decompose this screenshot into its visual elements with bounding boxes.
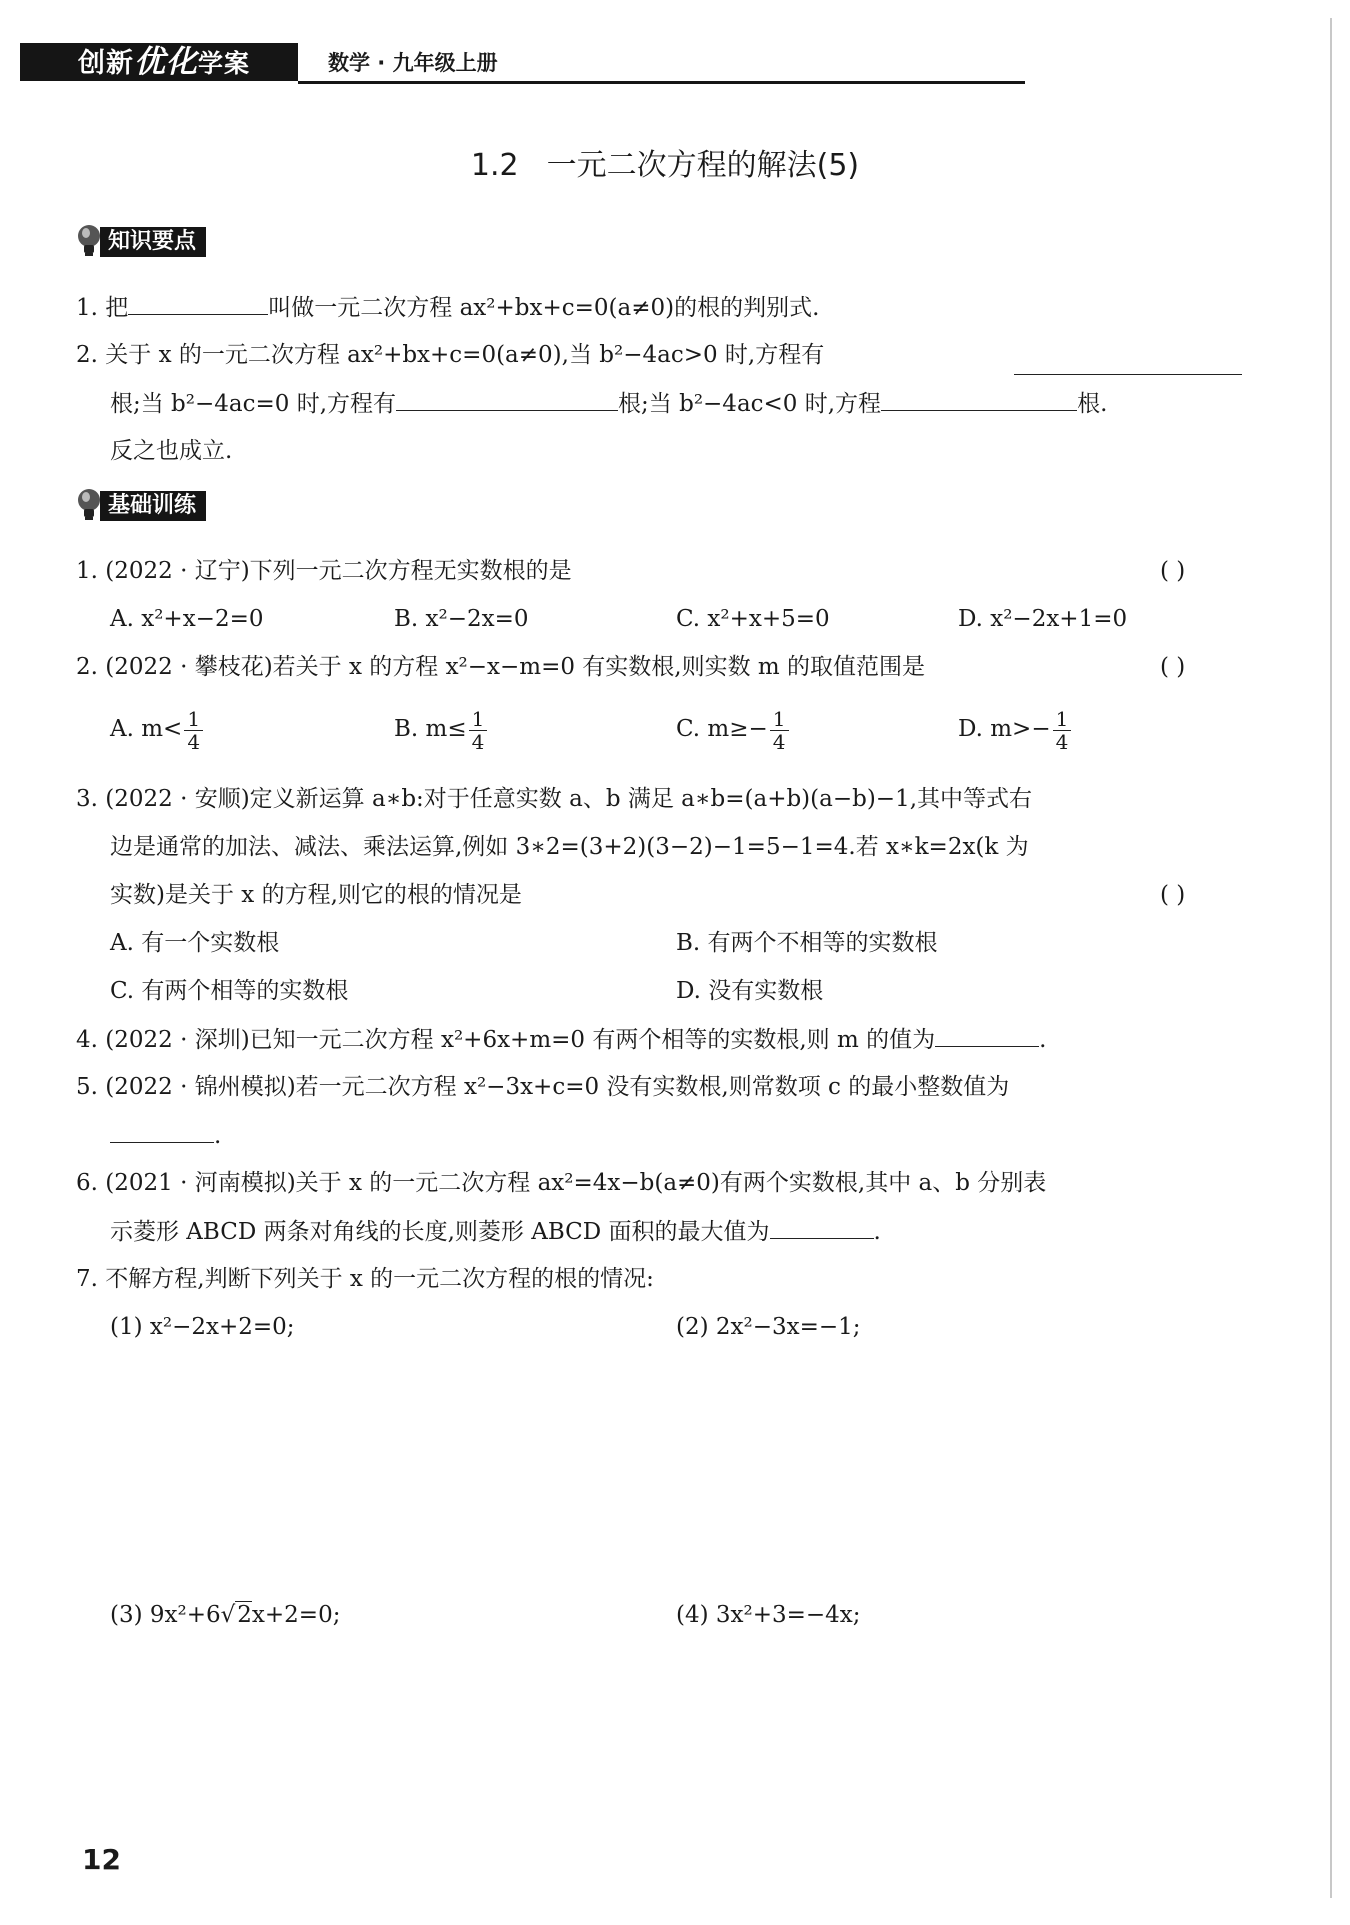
fraction-denominator: 4	[471, 729, 485, 754]
q3-option-a[interactable]: A. 有一个实数根	[110, 930, 280, 956]
knowledge-item-2-a: 根;当 b²−4ac=0 时,方程有	[110, 391, 397, 417]
fraction	[184, 708, 203, 753]
answer-paren[interactable]: ( )	[1160, 654, 1186, 680]
q7-3-radicand: 2	[237, 1602, 252, 1628]
q7-3-post: x+2=0;	[251, 1602, 341, 1628]
page-header	[20, 40, 1025, 85]
q1-option-c[interactable]: C. x²+x+5=0	[676, 606, 830, 632]
q2-option-c[interactable]	[676, 705, 789, 753]
lightbulb-icon	[76, 224, 102, 258]
q2-option-d-label: D. m>−	[958, 716, 1051, 742]
knowledge-item-2-text: 2. 关于 x 的一元二次方程 ax²+bx+c=0(a≠0),当 b²−4ac>0 时,方程有	[76, 342, 825, 368]
answer-paren[interactable]: ( )	[1160, 558, 1186, 584]
question-3-line-1: 3. (2022 · 安顺)定义新运算 a∗b:对于任意实数 a、b 满足 a∗b=(a+b)(a−b)−1,其中等式右	[76, 786, 1033, 812]
answer-blank[interactable]	[935, 1024, 1039, 1047]
answer-blank[interactable]	[770, 1216, 874, 1239]
header-rule	[298, 81, 1025, 84]
question-7-part-2: (2) 2x²−3x=−1;	[676, 1314, 861, 1340]
fraction	[770, 708, 789, 753]
question-6-text: 示菱形 ABCD 两条对角线的长度,则菱形 ABCD 面积的最大值为	[110, 1219, 770, 1245]
period: .	[1039, 1027, 1047, 1053]
question-1-stem: 1. (2022 · 辽宁)下列一元二次方程无实数根的是	[76, 558, 572, 584]
brand-logo	[20, 43, 298, 81]
fraction-numerator: 1	[1053, 708, 1072, 731]
q2-option-b-label: B. m≤	[394, 716, 467, 742]
fraction-numerator: 1	[184, 708, 203, 731]
knowledge-item-2-line-1	[76, 340, 824, 370]
question-7-part-4: (4) 3x²+3=−4x;	[676, 1602, 861, 1628]
q2-option-c-label: C. m≥−	[676, 716, 768, 742]
knowledge-item-2-line-2	[110, 388, 1107, 419]
q3-option-b[interactable]: B. 有两个不相等的实数根	[676, 930, 938, 956]
fraction-denominator: 4	[1055, 729, 1069, 754]
fraction-numerator: 1	[770, 708, 789, 731]
question-6-line-1: 6. (2021 · 河南模拟)关于 x 的一元二次方程 ax²=4x−b(a≠0)有两个实数根,其中 a、b 分别表	[76, 1170, 1047, 1196]
fraction	[469, 708, 488, 753]
knowledge-item-2-c: 根.	[1077, 391, 1108, 417]
brand-big: 优化	[134, 44, 198, 80]
lightbulb-icon	[76, 488, 102, 522]
knowledge-item-1-post: 叫做一元二次方程 ax²+bx+c=0(a≠0)的根的判别式.	[268, 295, 820, 321]
knowledge-item-1-pre: 1. 把	[76, 295, 129, 321]
question-7-stem: 7. 不解方程,判断下列关于 x 的一元二次方程的根的情况:	[76, 1266, 654, 1292]
brand-pre: 创新	[78, 48, 134, 79]
question-5-line-2	[110, 1120, 221, 1151]
subject-label: 数学 · 九年级上册	[328, 51, 498, 75]
q1-option-d[interactable]: D. x²−2x+1=0	[958, 606, 1128, 632]
answer-blank[interactable]	[396, 388, 618, 411]
answer-blank[interactable]	[110, 1120, 214, 1143]
question-3-line-3: 实数)是关于 x 的方程,则它的根的情况是	[110, 882, 522, 908]
question-7-part-3: (3) 9x²+6√2x+2=0;	[110, 1602, 341, 1628]
question-5-line-1: 5. (2022 · 锦州模拟)若一元二次方程 x²−3x+c=0 没有实数根,则常数项 c 的最小整数值为	[76, 1074, 1010, 1100]
q2-option-a-label: A. m<	[110, 716, 183, 742]
section-title: 一元二次方程的解法(5)	[546, 148, 860, 183]
question-7-part-1: (1) x²−2x+2=0;	[110, 1314, 295, 1340]
section-label-knowledge: 知识要点	[100, 227, 206, 257]
question-3-line-2: 边是通常的加法、减法、乘法运算,例如 3∗2=(3+2)(3−2)−1=5−1=4.若 x∗k=2x(k 为	[110, 834, 1029, 860]
q1-option-a[interactable]: A. x²+x−2=0	[110, 606, 264, 632]
question-2-stem: 2. (2022 · 攀枝花)若关于 x 的方程 x²−x−m=0 有实数根,则实数 m 的取值范围是	[76, 654, 926, 680]
question-4	[76, 1024, 1046, 1055]
page-title	[0, 140, 1330, 184]
fraction-denominator: 4	[772, 729, 786, 754]
question-4-text: 4. (2022 · 深圳)已知一元二次方程 x²+6x+m=0 有两个相等的实数根,则 m 的值为	[76, 1027, 936, 1053]
knowledge-item-2-line-3: 反之也成立.	[110, 438, 233, 464]
brand-post: 学案	[198, 49, 251, 78]
period: .	[214, 1123, 222, 1149]
section-label-training: 基础训练	[100, 491, 206, 521]
q2-option-a[interactable]	[110, 705, 203, 753]
period: .	[873, 1219, 881, 1245]
q1-option-b[interactable]: B. x²−2x=0	[394, 606, 529, 632]
knowledge-item-2-b: 根;当 b²−4ac<0 时,方程	[618, 391, 882, 417]
q3-option-d[interactable]: D. 没有实数根	[676, 978, 824, 1004]
q2-option-d[interactable]	[958, 705, 1071, 753]
q3-option-c[interactable]: C. 有两个相等的实数根	[110, 978, 349, 1004]
fraction	[1053, 708, 1072, 753]
question-6-line-2	[110, 1216, 881, 1247]
q7-3-pre: (3) 9x²+6	[110, 1602, 221, 1628]
page-edge-rule	[1330, 18, 1332, 1898]
section-number: 1.2	[470, 148, 519, 183]
answer-blank[interactable]	[881, 388, 1077, 411]
answer-blank[interactable]	[1014, 352, 1242, 375]
fraction-denominator: 4	[187, 729, 201, 754]
fraction-numerator: 1	[469, 708, 488, 731]
knowledge-item-1	[76, 292, 819, 323]
page-number: 12	[82, 1843, 121, 1876]
answer-blank[interactable]	[128, 292, 268, 315]
answer-paren[interactable]: ( )	[1160, 882, 1186, 908]
q2-option-b[interactable]	[394, 705, 487, 753]
